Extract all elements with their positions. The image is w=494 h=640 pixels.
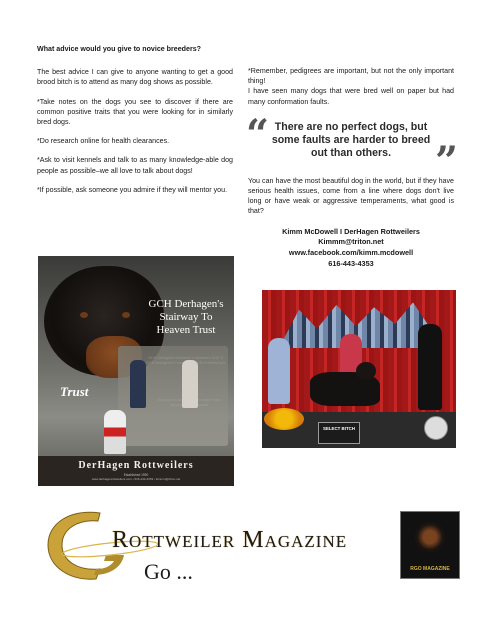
magazine-title: Rottweiler Magazine (112, 527, 348, 553)
question-heading: What advice would you give to novice breeders? (37, 45, 201, 53)
judge-figure (130, 360, 146, 408)
pull-quote-text: There are no perfect dogs, but some faults are harder to breed out than others. (271, 120, 431, 159)
left-column (37, 44, 233, 204)
contact-block (248, 227, 454, 270)
advice-paragraph-2: *Take notes on the dogs you see to discover if there are common positive traits that you were looking for in similarly bred dogs. (37, 97, 233, 127)
advice-paragraph-4: *Ask to visit kennels and talk to as many knowledge-able dog people as possible–we all love to talk about dogs! (37, 156, 233, 175)
open-quote-icon: “ (246, 110, 270, 158)
derhagen-advert-image (38, 256, 234, 486)
advert-dog-name: Trust (60, 384, 89, 399)
dog-eye (80, 312, 88, 318)
advert-banner (38, 456, 234, 486)
right-intro: *Remember, pedigrees are important, but not the only important thing! (248, 67, 454, 86)
right-paragraph-2: I have seen many dogs that were bred well on paper but had many conformation faults. (248, 87, 454, 106)
kennel-contact: www.derhagenrottweilers.com • 616-443-4353 • kimmm@triton.net (91, 477, 181, 481)
flower-arrangement (264, 408, 304, 430)
dog-show-photo (262, 290, 456, 448)
right-column (246, 66, 458, 270)
rottweiler-badge-icon (415, 522, 445, 552)
magazine-go-text: Go ... (144, 559, 193, 584)
pull-quote (246, 110, 458, 185)
contact-phone: 616-443-4353 (328, 259, 374, 269)
badge-label: RGO MAGAZINE (410, 566, 450, 572)
judge-figure (268, 338, 290, 404)
rottweiler-figure (310, 372, 380, 406)
handler-figure (182, 360, 198, 408)
club-logo-icon (424, 416, 448, 440)
magazine-footer-logo (40, 505, 460, 585)
dog-eye (122, 312, 130, 318)
kennel-established: Established 1990 (123, 473, 149, 477)
advice-paragraph-5: *If possible, ask someone you admire if they will mentor you. (37, 185, 228, 194)
kennel-name: DerHagen Rottweilers (78, 460, 194, 471)
contact-web[interactable]: www.facebook.com/kimm.mcdowell (288, 248, 414, 258)
advice-paragraph-3: *Do research online for health clearances. (37, 137, 170, 146)
contact-name: Kimm McDowell I DerHagen Rottweilers (282, 226, 420, 236)
advert-title: GCH Derhagen's Stairway To Heaven Trust (148, 298, 224, 336)
trophy-icon (104, 410, 126, 454)
advice-paragraph-1: The best advice I can give to anyone wanting to get a good brood bitch is to attend as many dog shows as possible. (37, 68, 233, 87)
magazine-badge (400, 511, 460, 579)
select-bitch-sign: SELECT BITCH (318, 422, 360, 444)
close-quote-icon: ” (434, 137, 458, 185)
presenter-figure (418, 324, 442, 410)
right-paragraph-3: You can have the most beautiful dog in the world, but if they have serious health issues, come from a line where dogs don't live long or have weak or aggressive temperaments, what good is that? (248, 176, 454, 216)
contact-email[interactable]: Kimmm@triton.net (318, 237, 384, 247)
